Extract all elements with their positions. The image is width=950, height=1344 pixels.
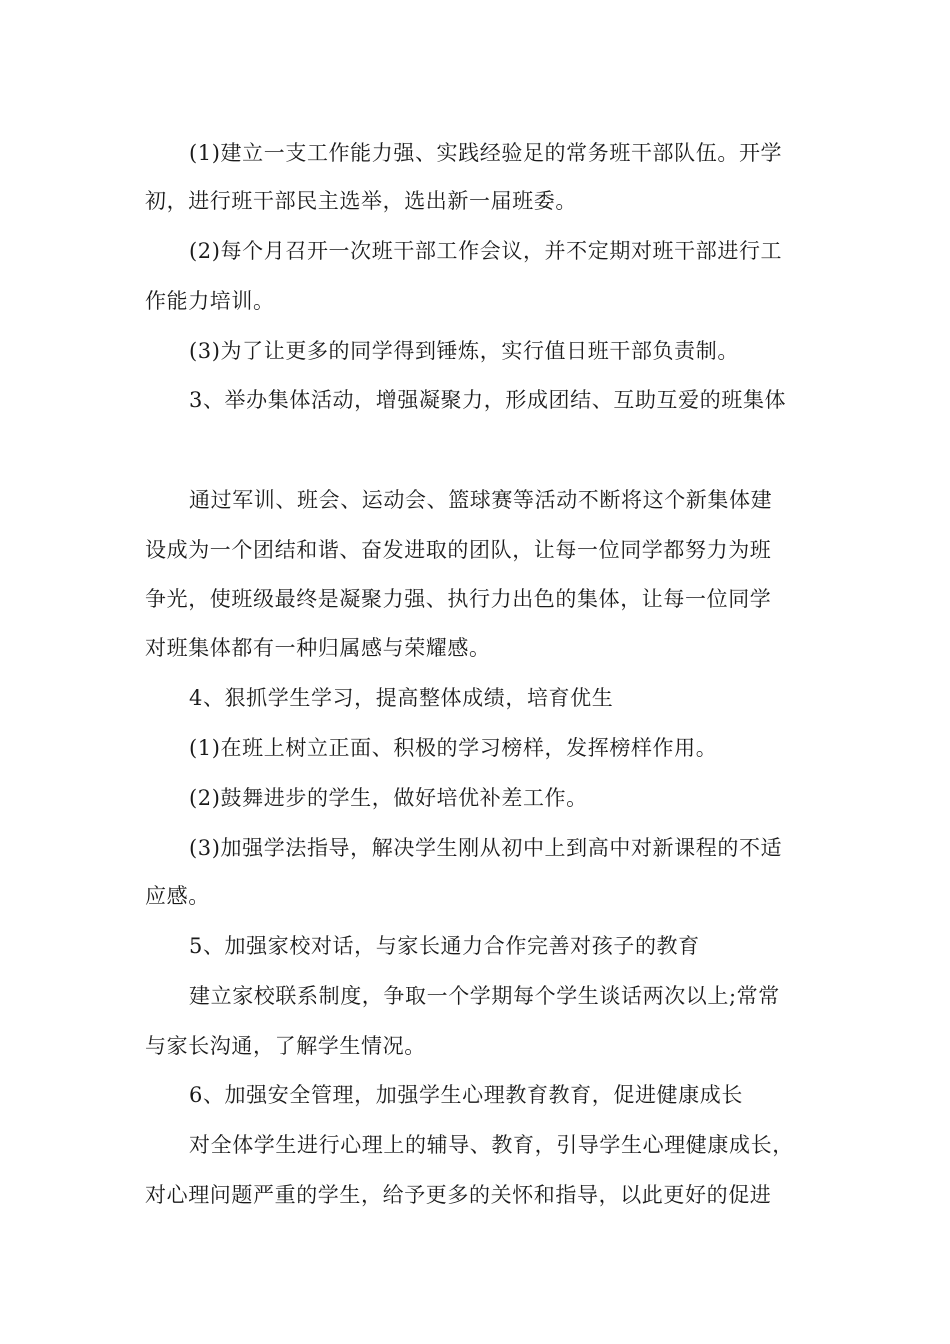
paragraph-13-line-1: 对全体学生进行心理上的辅导、教育，引导学生心理健康成长， <box>189 1133 794 1157</box>
paragraph-2-line-1: (2)每个月召开一次班干部工作会议，并不定期对班干部进行工 <box>189 239 783 263</box>
section-4-heading: 4、狠抓学生学习，提高整体成绩，培育优生 <box>189 686 614 710</box>
section-3-heading: 3、举办集体活动，增强凝聚力，形成团结、互助互爱的班集体 <box>189 388 787 412</box>
paragraph-8-line-1: (2)鼓舞进步的学生，做好培优补差工作。 <box>189 786 588 810</box>
paragraph-2-line-2: 作能力培训。 <box>145 289 275 313</box>
paragraph-13-line-2: 对心理问题严重的学生，给予更多的关怀和指导，以此更好的促进 <box>145 1183 772 1207</box>
paragraph-1-line-2: 初，进行班干部民主选举，选出新一届班委。 <box>145 189 577 213</box>
paragraph-9-line-1: (3)加强学法指导，解决学生刚从初中上到高中对新课程的不适 <box>189 836 783 860</box>
paragraph-5-line-2: 设成为一个团结和谐、奋发进取的团队，让每一位同学都努力为班 <box>145 538 772 562</box>
paragraph-9-line-2: 应感。 <box>145 884 210 908</box>
paragraph-1-line-1: (1)建立一支工作能力强、实践经验足的常务班干部队伍。开学 <box>189 141 783 165</box>
section-5-heading: 5、加强家校对话，与家长通力合作完善对孩子的教育 <box>189 934 700 958</box>
paragraph-3-line-1: (3)为了让更多的同学得到锤炼，实行值日班干部负责制。 <box>189 339 739 363</box>
paragraph-5-line-4: 对班集体都有一种归属感与荣耀感。 <box>145 636 491 660</box>
section-6-heading: 6、加强安全管理，加强学生心理教育教育，促进健康成长 <box>189 1083 743 1107</box>
paragraph-5-line-3: 争光，使班级最终是凝聚力强、执行力出色的集体，让每一位同学 <box>145 587 772 611</box>
paragraph-7-line-1: (1)在班上树立正面、积极的学习榜样，发挥榜样作用。 <box>189 736 718 760</box>
paragraph-11-line-1: 建立家校联系制度，争取一个学期每个学生谈话两次以上;常常 <box>189 984 780 1008</box>
paragraph-11-line-2: 与家长沟通，了解学生情况。 <box>145 1034 426 1058</box>
paragraph-5-line-1: 通过军训、班会、运动会、篮球赛等活动不断将这个新集体建 <box>189 488 773 512</box>
